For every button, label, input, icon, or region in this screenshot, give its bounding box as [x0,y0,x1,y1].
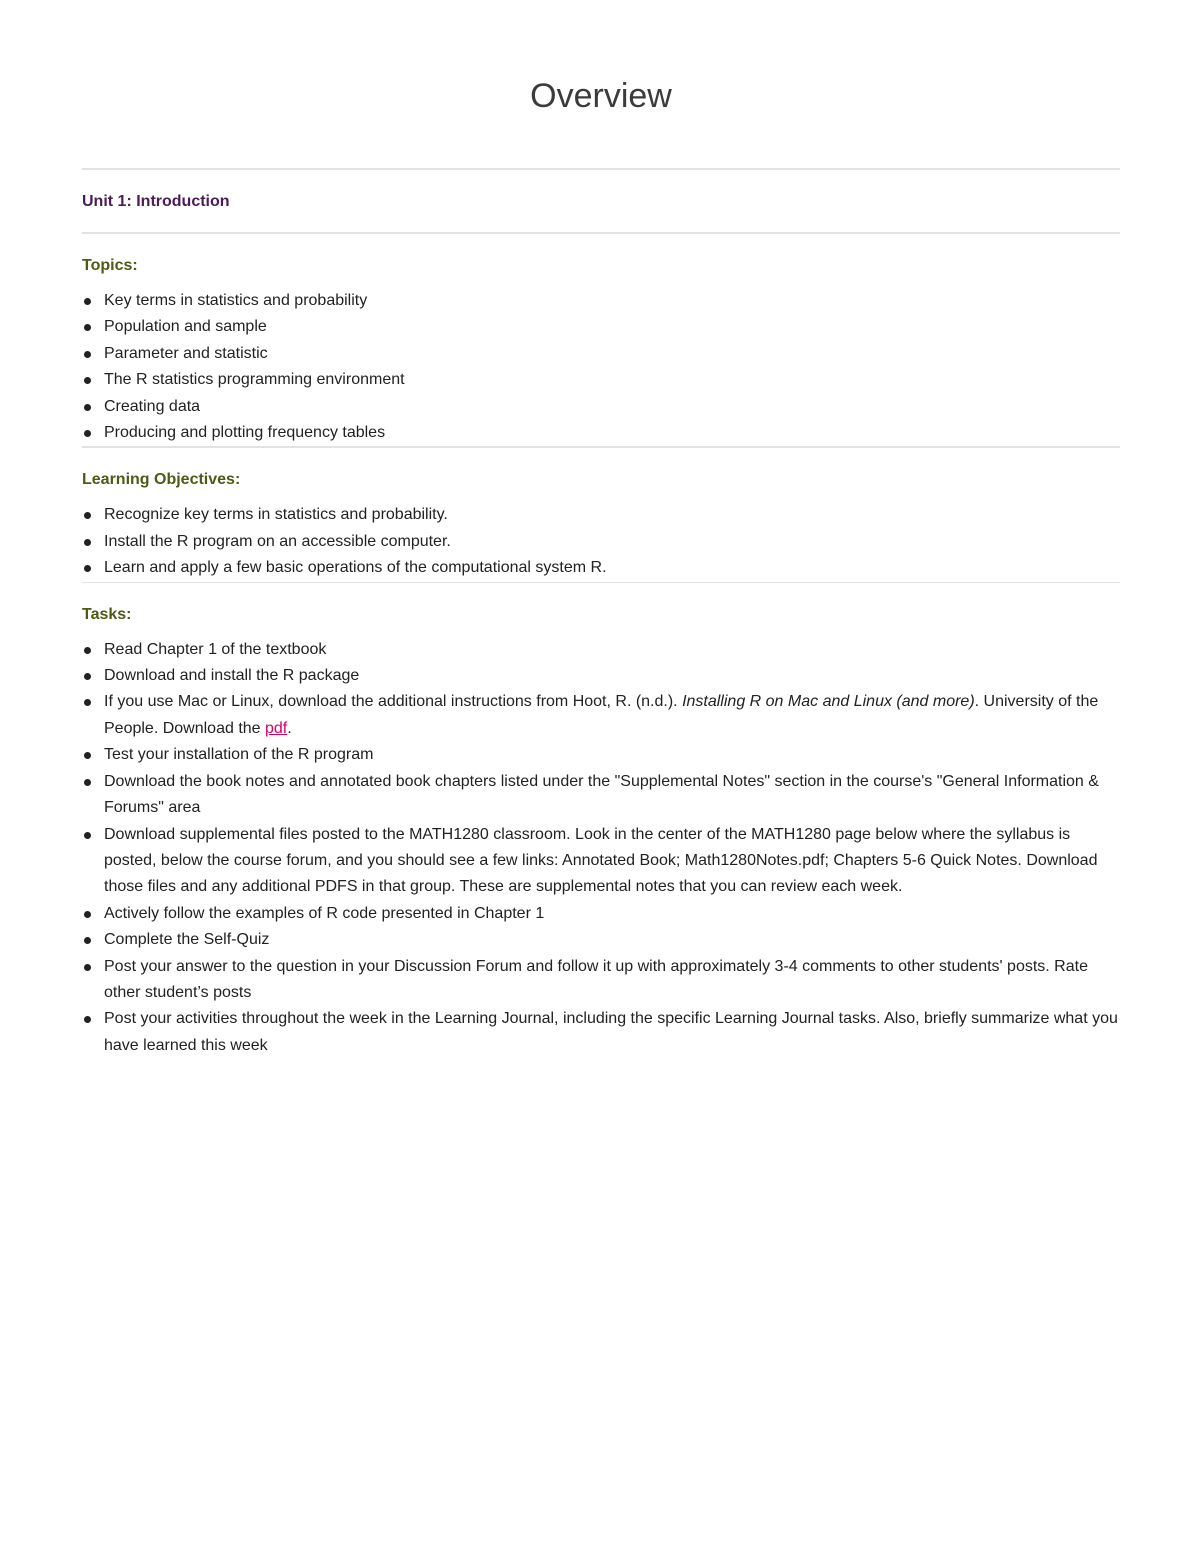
task-item: Download supplemental files posted to the MATH1280 classroom. Look in the center of the MATH1280 page below where the syllabus is posted, below the course forum, and you should see a few links: Annotated Book; Math1280Notes.pdf; Chapters 5-6 Quick Notes. Download those files and any additional PDFS in that group. These are supplemental notes that you can review each week. [82,822,1120,901]
task-text: If you use Mac or Linux, download the additional instructions from Hoot, R. (n.d.). [104,693,683,711]
topic-item: The R statistics programming environment [82,367,1120,393]
pdf-link[interactable]: pdf [265,719,288,737]
objective-item: Learn and apply a few basic operations of the computational system R. [82,555,1120,581]
topic-item: Population and sample [82,314,1120,340]
task-item: Read Chapter 1 of the textbook [82,637,1120,663]
objectives-heading: Learning Objectives: [82,471,241,489]
objective-item: Recognize key terms in statistics and probability. [82,502,1120,528]
topic-item: Key terms in statistics and probability [82,288,1120,314]
task-item: Post your answer to the question in your Discussion Forum and follow it up with approximately 3-4 comments to other students' posts. Rate other student’s posts [82,954,1120,1007]
tasks-heading: Tasks: [82,605,132,623]
page-title: Overview [530,77,672,115]
task-text: . [287,719,292,737]
tasks-list [82,637,1120,1060]
objectives-list [82,502,1120,581]
task-item: Download and install the R package [82,663,1120,689]
task-item-mac-linux [82,689,1120,742]
task-item: Test your installation of the R program [82,742,1120,768]
topics-list [82,288,1120,446]
task-item: Post your activities throughout the week in the Learning Journal, including the specific Learning Journal tasks. Also, briefly summarize what you have learned this week [82,1006,1120,1059]
unit-title: Unit 1: Introduction [82,193,230,210]
page-content [82,0,1120,1059]
task-item: Actively follow the examples of R code presented in Chapter 1 [82,901,1120,927]
topic-item: Parameter and statistic [82,341,1120,367]
topics-heading: Topics: [82,257,138,274]
task-text: . University of the People. Download the [104,693,1099,737]
reference-title: Installing R on Mac and Linux (and more) [682,693,975,711]
topic-item: Producing and plotting frequency tables [82,420,1120,446]
task-item: Download the book notes and annotated book chapters listed under the "Supplemental Notes" section in the course's "General Information & Forums" area [82,769,1120,822]
topic-item: Creating data [82,394,1120,420]
task-item: Complete the Self-Quiz [82,927,1120,953]
objective-item: Install the R program on an accessible computer. [82,529,1120,555]
